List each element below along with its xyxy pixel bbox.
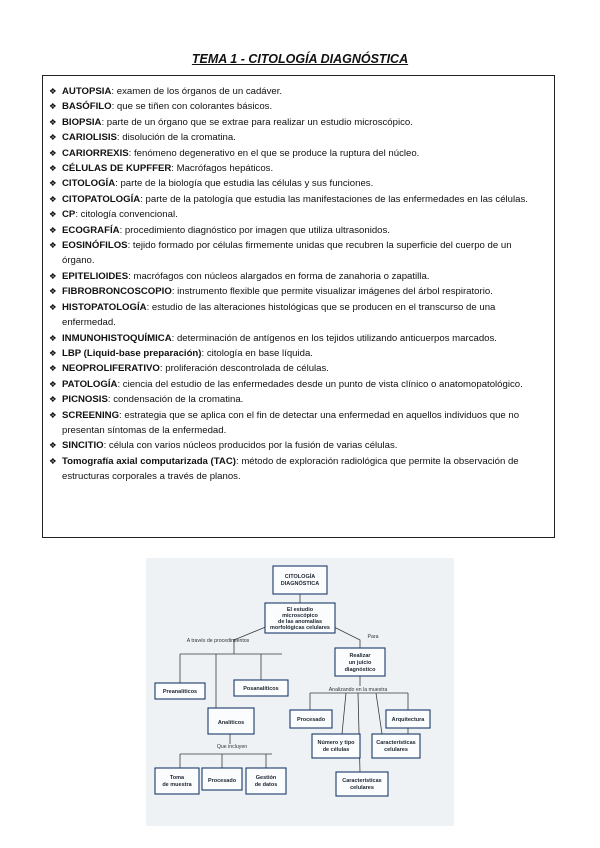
- label-que-incluyen: Que incluyen: [216, 744, 248, 750]
- diamond-bullet-icon: ❖: [49, 332, 57, 343]
- label-analizando: Analizando en la muestra: [328, 687, 388, 693]
- node-procesado-right: [290, 710, 332, 728]
- diamond-bullet-icon: ❖: [49, 440, 57, 451]
- glossary-definition: Macrófagos hepáticos.: [176, 163, 274, 175]
- glossary-definition: estrategia que se aplica con el fin de detectar una enfermedad en aquellos individuos que no presentan síntomas de la enfermedad.: [62, 409, 520, 436]
- glossary-term: CP: [62, 209, 76, 221]
- diamond-bullet-icon: ❖: [49, 209, 57, 220]
- glossary-term: CITOPATOLOGÍA: [62, 193, 141, 205]
- glossary-definition: método de exploración radiológica que permite la observación de estructuras corporales a través de planos.: [62, 455, 519, 483]
- diamond-bullet-icon: ❖: [49, 347, 57, 358]
- glossary-term: PICNOSIS: [62, 394, 108, 406]
- glossary-entry: [49, 192, 545, 207]
- glossary-entry: [49, 207, 545, 222]
- glossary-entry: [49, 284, 545, 299]
- glossary-entry: [49, 84, 545, 99]
- node-arquitectura: [386, 710, 430, 728]
- glossary-separator: :: [201, 347, 207, 359]
- svg-text:Procesado: Procesado: [207, 778, 237, 784]
- svg-text:Toma: Toma: [169, 775, 185, 781]
- glossary-entry: [49, 454, 545, 485]
- glossary-term: LBP (Liquid-base preparación): [62, 347, 202, 359]
- glossary-term: CITOLOGÍA: [62, 178, 116, 190]
- glossary-definition: macrófagos con núcleos alargados en forma de zanahoria o zapatilla.: [133, 270, 430, 282]
- svg-text:Número y tipo: Número y tipo: [317, 740, 355, 746]
- diamond-bullet-icon: ❖: [49, 163, 57, 174]
- svg-text:Gestión: Gestión: [255, 775, 277, 781]
- glossary-separator: :: [75, 209, 81, 221]
- diamond-bullet-icon: ❖: [49, 193, 57, 204]
- glossary-definition: procedimiento diagnóstico por imagen que utiliza ultrasonidos.: [124, 224, 390, 236]
- node-realizar-juicio: [335, 648, 385, 676]
- glossary-definition: célula con varios núcleos producidos por la fusión de varias células.: [108, 440, 398, 452]
- glossary-definition: tejido formado por células firmemente unidas que recubren la superficie del cuerpo de un órgano.: [62, 240, 512, 267]
- glossary-entry: [49, 408, 545, 439]
- glossary-term: CARIOLISIS: [62, 132, 117, 144]
- glossary-term: AUTOPSIA: [62, 86, 112, 97]
- diamond-bullet-icon: ❖: [49, 286, 57, 297]
- glossary-term: CÉLULAS DE KUPFFER: [62, 163, 172, 175]
- svg-text:de muestra: de muestra: [162, 782, 192, 788]
- glossary-separator: :: [140, 193, 146, 205]
- node-caracteristicas-celulas: [372, 734, 420, 758]
- glossary-separator: :: [128, 270, 134, 282]
- glossary-separator: :: [103, 440, 109, 452]
- svg-text:microscópico: microscópico: [282, 613, 318, 619]
- diamond-bullet-icon: ❖: [49, 270, 57, 281]
- node-procesado-left: [202, 768, 242, 790]
- node-posanaliticos: [234, 680, 288, 696]
- node-toma-de-muestra: [155, 768, 199, 794]
- glossary-separator: :: [111, 86, 117, 97]
- node-citologia-diagnostica: [273, 566, 327, 594]
- glossary-definition: condensación de la cromatina.: [113, 394, 244, 406]
- svg-text:un juicio: un juicio: [348, 660, 372, 666]
- concept-map-diagram: [146, 558, 454, 826]
- glossary-entry: [49, 146, 545, 161]
- glossary-entry: [49, 99, 545, 114]
- glossary-definition: estudio de las alteraciones histológicas que se producen en el transcurso de una enfermedad.: [62, 301, 496, 329]
- svg-text:de datos: de datos: [254, 782, 278, 788]
- diamond-bullet-icon: ❖: [49, 116, 57, 127]
- glossary-separator: :: [171, 286, 178, 298]
- concept-map-image: [146, 558, 454, 826]
- glossary-definition: instrumento flexible que permite visualizar imágenes del árbol respiratorio.: [177, 286, 493, 298]
- node-preanaliticos: [155, 683, 205, 699]
- diamond-bullet-icon: ❖: [49, 132, 57, 143]
- node-caracteristicas-celulares: [336, 772, 388, 796]
- glossary-term: FIBROBRONCOSCOPIO: [62, 286, 172, 298]
- glossary-definition: ciencia del estudio de las enfermedades desde un punto de vista clínico o anatomopatológico.: [122, 378, 523, 390]
- glossary-entry: [49, 161, 545, 176]
- label-para: Para: [367, 634, 379, 640]
- glossary-term: BIOPSIA: [62, 116, 102, 128]
- glossary-term: EPITELIOIDES: [62, 270, 129, 282]
- glossary-entry: [49, 377, 545, 392]
- glossary-term: SCREENING: [62, 409, 120, 421]
- glossary-definition: parte de un órgano que se extrae para realizar un estudio microscópico.: [106, 116, 413, 128]
- glossary-entry: [49, 392, 545, 407]
- glossary-term: HISTOPATOLOGÍA: [62, 301, 147, 313]
- glossary-definition: examen de los órganos de un cadáver.: [116, 86, 283, 97]
- glossary-definition: parte de la patología que estudia las manifestaciones de las enfermedades en las células.: [145, 193, 528, 205]
- svg-text:Características: Características: [376, 740, 416, 746]
- glossary-term: NEOPROLIFERATIVO: [62, 363, 160, 375]
- glossary-entry: [49, 331, 545, 346]
- svg-text:de células: de células: [322, 747, 350, 753]
- svg-text:diagnóstico: diagnóstico: [344, 667, 376, 673]
- diamond-bullet-icon: ❖: [49, 363, 57, 374]
- node-estudio-microscopico: [265, 603, 335, 633]
- node-gestion-de-datos: [246, 768, 286, 794]
- svg-text:celulares: celulares: [350, 785, 374, 791]
- svg-text:CITOLOGÍA: CITOLOGÍA: [284, 574, 316, 580]
- svg-text:de las anomalías: de las anomalías: [277, 619, 323, 625]
- glossary-separator: :: [115, 178, 121, 190]
- svg-text:El estudio: El estudio: [286, 607, 314, 613]
- glossary-definition: disolución de la cromatina.: [122, 132, 236, 144]
- glossary-separator: :: [171, 332, 177, 344]
- diamond-bullet-icon: ❖: [49, 455, 57, 466]
- glossary-entry: [49, 223, 545, 238]
- svg-text:DIAGNÓSTICA: DIAGNÓSTICA: [280, 581, 320, 587]
- svg-text:Posanalíticos: Posanalíticos: [243, 686, 279, 692]
- document-title: TEMA 1 - CITOLOGÍA DIAGNÓSTICA: [191, 52, 409, 66]
- glossary-definition: que se tiñen con colorantes básicos.: [116, 101, 273, 113]
- glossary-separator: :: [107, 394, 114, 406]
- glossary-term: PATOLOGÍA: [62, 378, 118, 390]
- node-analiticos: [208, 708, 254, 734]
- glossary-separator: :: [159, 363, 166, 375]
- svg-text:celulares: celulares: [384, 747, 408, 753]
- diamond-bullet-icon: ❖: [49, 378, 57, 389]
- glossary-entry: [49, 300, 545, 331]
- svg-text:Analíticos: Analíticos: [217, 720, 245, 726]
- glossary-term: INMUNOHISTOQUÍMICA: [62, 332, 172, 344]
- glossary-entry: [49, 130, 545, 145]
- glossary-definition: fenómeno degenerativo en el que se produce la ruptura del núcleo.: [133, 147, 420, 159]
- glossary-separator: :: [111, 101, 117, 113]
- diamond-bullet-icon: ❖: [49, 409, 57, 420]
- diamond-bullet-icon: ❖: [49, 101, 57, 112]
- svg-text:Realizar: Realizar: [349, 653, 371, 659]
- glossary-entry: [49, 346, 545, 361]
- glossary-separator: :: [119, 224, 125, 236]
- label-procedimientos: A través de procedimientos: [186, 638, 250, 644]
- diamond-bullet-icon: ❖: [49, 224, 57, 235]
- glossary-definition: determinación de antígenos en los tejidos utilizando anticuerpos marcados.: [176, 332, 497, 344]
- glossary-definition: citología convencional.: [80, 209, 178, 221]
- glossary-term: SINCITIO: [62, 440, 104, 452]
- glossary-separator: :: [235, 455, 242, 467]
- svg-text:Características: Características: [342, 778, 382, 784]
- glossary-entry: [49, 238, 545, 269]
- diamond-bullet-icon: ❖: [49, 394, 57, 405]
- glossary-separator: :: [119, 409, 125, 421]
- diamond-bullet-icon: ❖: [49, 301, 57, 312]
- glossary-definition: citología en base líquida.: [206, 347, 313, 359]
- glossary-definition: parte de la biología que estudia las células y sus funciones.: [120, 178, 374, 190]
- glossary-box: [42, 75, 555, 538]
- glossary-entry: [49, 176, 545, 191]
- glossary-term: Tomografía axial computarizada (TAC): [62, 455, 236, 467]
- diamond-bullet-icon: ❖: [49, 240, 57, 251]
- glossary-entry: [49, 361, 545, 376]
- glossary-term: BASÓFILO: [62, 101, 112, 113]
- glossary-separator: :: [171, 163, 177, 175]
- diamond-bullet-icon: ❖: [49, 147, 57, 158]
- glossary-entry: [49, 115, 545, 130]
- svg-text:morfológicas celulares: morfológicas celulares: [270, 625, 330, 631]
- glossary-entry: [49, 438, 545, 453]
- svg-text:Preanalíticos: Preanalíticos: [162, 689, 198, 695]
- glossary-entry: [49, 269, 545, 284]
- glossary-term: EOSINÓFILOS: [62, 240, 128, 252]
- glossary-separator: :: [117, 378, 123, 390]
- glossary-definition: proliferación descontrolada de células.: [165, 363, 329, 375]
- glossary-separator: :: [101, 116, 107, 128]
- glossary-separator: :: [127, 240, 133, 252]
- svg-text:Procesado: Procesado: [296, 717, 326, 723]
- node-numero-tipo-celulas: [312, 734, 360, 758]
- glossary-separator: :: [146, 301, 152, 313]
- diamond-bullet-icon: ❖: [49, 86, 57, 96]
- glossary-separator: :: [116, 132, 123, 144]
- svg-text:Arquitectura: Arquitectura: [391, 717, 425, 723]
- glossary-term: CARIORREXIS: [62, 147, 129, 159]
- glossary-separator: :: [128, 147, 134, 159]
- diamond-bullet-icon: ❖: [49, 178, 57, 189]
- glossary-term: ECOGRAFÍA: [62, 224, 120, 236]
